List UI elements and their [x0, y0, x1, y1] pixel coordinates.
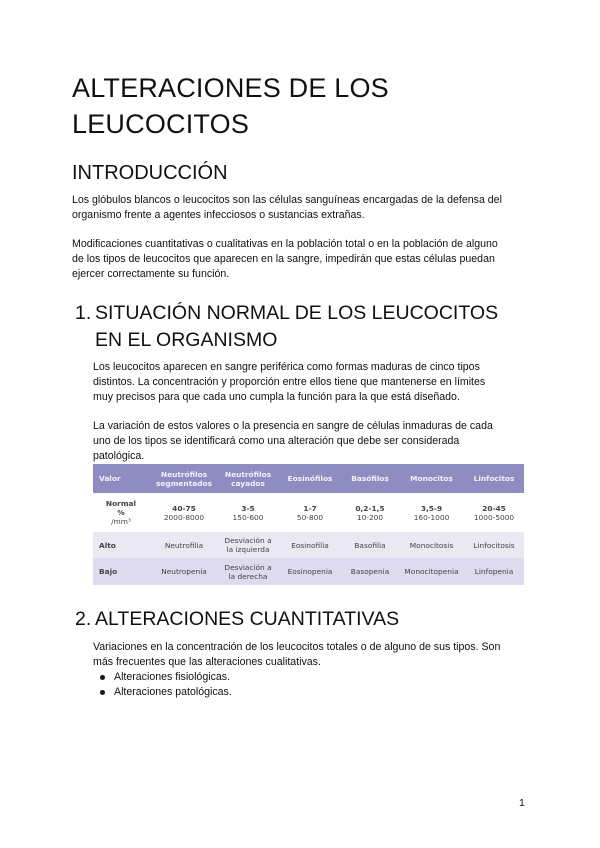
section-2-title: ALTERACIONES CUANTITATIVAS [95, 608, 400, 630]
table-cell: Linfopenia [474, 567, 514, 576]
section-1-paragraph-1 [93, 360, 485, 406]
table-row-alto [93, 532, 524, 558]
table-cell: 3,5-9 160-1000 [413, 503, 450, 522]
intro-p2-line-2: de los tipos de leucocitos que aparecen en la sangre, impedirán que estas células puedan [72, 253, 495, 266]
intro-paragraph-2 [72, 237, 498, 283]
table-header-row [93, 464, 524, 493]
table-header-cell: Basófilos [351, 474, 389, 483]
table-cell: Neutrofilia [164, 540, 204, 550]
sec1-p1-line-2: distintos. La concentración y proporción entre ellos tiene que mantenerse en límites [93, 376, 486, 389]
section-1-paragraph-2 [93, 419, 493, 465]
table-cell: Desviación a la izquierda [224, 536, 272, 554]
table-cell: Linfocitosis [473, 540, 515, 550]
table-cell: Basofilia [354, 540, 386, 550]
title-line-1: ALTERACIONES DE LOS [72, 73, 389, 103]
table-cell: Eosinopenia [287, 567, 333, 576]
sec1-p2-line-3: patológica. [93, 450, 145, 463]
table-cell: Desviación a la derecha [224, 562, 272, 581]
row-label-normal: Normal % /mm³ [105, 499, 137, 526]
page-number: 1 [519, 797, 525, 809]
leukocyte-values-table [93, 464, 524, 585]
bullet-list [97, 670, 232, 700]
sec1-p2-line-1: La variación de estos valores o la presencia en sangre de células inmaduras de cada [93, 420, 493, 432]
intro-p1-line-2: organismo frente a agentes infecciosos o sustancias extrañas. [72, 209, 365, 222]
bullet-icon [100, 690, 105, 695]
title-line-2: LEUCOCITOS [72, 109, 250, 139]
table-header-cell: Neutrófilos segmentados [156, 469, 212, 488]
table-header-cell: Eosinófilos [287, 474, 333, 483]
table-header-cell: Valor [99, 474, 121, 483]
sec1-p2-line-2: uno de los tipos se identificará como una alteración que debe ser considerada [93, 435, 460, 448]
bullet-icon [100, 675, 105, 680]
row-label-bajo: Bajo [99, 567, 118, 576]
intro-heading: INTRODUCCIÓN [72, 162, 228, 184]
table-cell: Neutropenia [161, 567, 207, 576]
sec2-p-line-2: más frecuentes que las alteraciones cualitativas. [93, 656, 321, 669]
list-item: Alteraciones fisiológicas. [97, 670, 232, 685]
intro-p2-line-1: Modificaciones cuantitativas o cualitativas en la población total o en la población de alguno [72, 238, 498, 250]
table-cell: Monocitopenia [404, 567, 459, 576]
table-cell: Monocitosis [409, 540, 454, 550]
table-row-bajo [93, 558, 524, 585]
document-title [72, 70, 492, 142]
table-row-normal [93, 493, 524, 532]
sec1-p1-line-3: muy precisos para que cada uno cumpla la función para la que está diseñado. [93, 391, 460, 404]
table-header-cell: Neutrófilos cayados [224, 469, 272, 488]
section-1-number: 1. [75, 302, 92, 324]
list-item: Alteraciones patológicas. [97, 685, 232, 700]
table-cell: Basopenia [350, 567, 390, 576]
table-cell: 0,2-1,5 10-200 [355, 503, 385, 522]
table-header-cell: Monocitos [410, 474, 453, 483]
sec2-p-line-1: Variaciones en la concentración de los leucocitos totales o de alguno de sus tipos. Son [93, 641, 501, 653]
intro-p2-line-3: ejercer correctamente su función. [72, 268, 230, 281]
intro-paragraph-1 [72, 193, 502, 223]
table-cell: 20-45 1000-5000 [473, 503, 515, 522]
table-cell: 3-5 150-600 [232, 503, 264, 522]
section-1-title-line-2: EN EL ORGANISMO [95, 329, 278, 351]
section-1-title-line-1: SITUACIÓN NORMAL DE LOS LEUCOCITOS [95, 302, 499, 324]
row-label-alto: Alto [99, 540, 116, 550]
table-cell: 1-7 50-800 [296, 503, 324, 522]
section-2-number: 2. [75, 608, 92, 630]
section-2-paragraph [93, 640, 500, 670]
table-cell: 40-75 2000-8000 [163, 503, 205, 522]
sec1-p1-line-1: Los leucocitos aparecen en sangre periférica como formas maduras de cinco tipos [93, 361, 480, 373]
table-header-cell: Linfocitos [473, 474, 515, 483]
intro-p1-line-1: Los glóbulos blancos o leucocitos son las células sanguíneas encargadas de la defensa del [72, 194, 502, 206]
table-cell: Eosinofilia [291, 540, 329, 550]
